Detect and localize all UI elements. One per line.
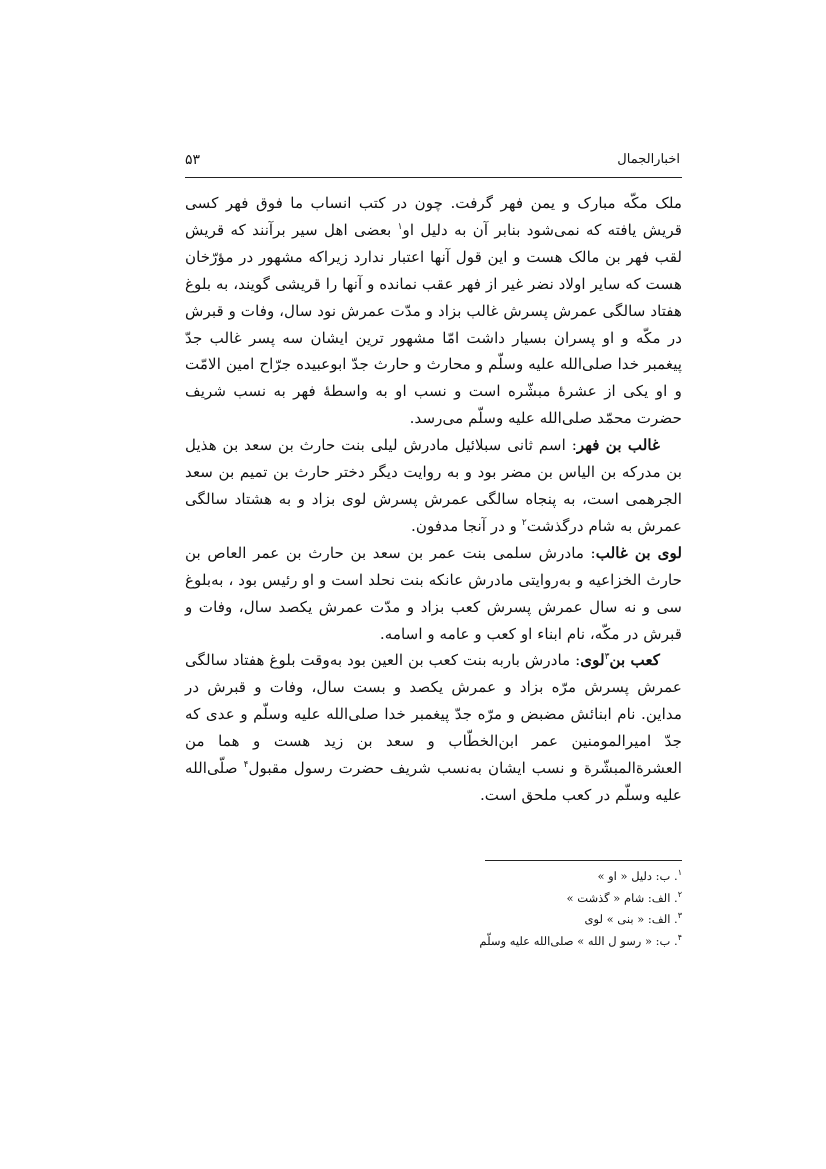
- footnote-1: [400, 866, 682, 888]
- paragraph-3: [185, 540, 682, 648]
- footnote-1-text: . ب: دلیل « او »: [597, 869, 678, 883]
- main-text: [185, 190, 682, 809]
- paragraph-4: [185, 647, 682, 808]
- footnote-ref-1[interactable]: ۱: [397, 221, 403, 232]
- footnotes: [400, 866, 682, 952]
- paragraph-3-heading: لوی بن غالب: [595, 543, 683, 562]
- paragraph-1-text-a: ملک مکّه مبارک و یمن فهر گرفت. چون در کتب انساب ما فوق فهر کسی قریش یافته که نمی‌شود بنابر آن به دلیل او: [185, 194, 682, 239]
- paragraph-4-heading-b: لوی: [580, 651, 605, 670]
- paragraph-2-text-a: : اسم ثانی سبلائیل مادرش لیلی بنت حارث بن سعد بن هذیل بن مدرکه بن الیاس بن مضر بود و به روایت دیگر دختر حارث بن تمیم بن سعد الجرهمی است، به پنجاه سالگی عمرش پسرش لوی بزاد و به هشتاد سالگی عمرش به شام درگذشت: [185, 436, 682, 535]
- paragraph-4-text-a: : مادرش باربه بنت کعب بن العین بود به‌وقت بلوغ هفتاد سالگی عمرش پسرش مرّه بزاد و عمرش یکصد و بست سال، وفات و قبرش در مداین. نام ابنائش مضبض و مرّه جدّ پیغمبر خدا صلی‌الله علیه وسلّم و عدی که جدّ امیرالمومنین عمر ابن‌الخطّاب و سعد بن زید هست و هما من العشرة‌المبشّرة و نسب ایشان به‌نسب شریف حضرت رسول مقبول: [185, 651, 682, 778]
- running-title: اخبارالجمال: [617, 152, 680, 167]
- footnote-ref-4[interactable]: ۴: [243, 759, 249, 770]
- footnote-2-text: . الف: شام « گذشت »: [566, 890, 678, 905]
- paragraph-3-text: : مادرش سلمی بنت عمر بن سعد بن حارث بن عمر العاص بن حارث الخزاعیه و به‌روایتی مادرش عانکه بنت نحلد است و او رئیس بود ، به‌بلوغ سی و نه سال عمرش پسرش کعب بزاد و مدّت عمرش یکصد سال، وفات و قبرش در مکّه، نام ابناء او کعب و عامه و اسامه.: [185, 543, 682, 643]
- footnote-rule: [485, 860, 682, 861]
- footnote-2: [400, 888, 682, 910]
- footnote-3-text: . الف: « بنی » لوی: [584, 912, 678, 926]
- footnote-2-number: ۲: [677, 889, 682, 899]
- paragraph-2-text-b: و در آنجا مدفون.: [411, 516, 522, 535]
- paragraph-1-text-b: بعضی اهل سیر برآنند که قریش لقب فهر بن مالک هست و این قول آنها اعتبار ندارد زیراکه مشهور در مؤرّخان هست که سایر اولاد نضر غیر از فهر عقب نمانده و آنها را قریشی گویند، به بلوغ هفتاد سالگی عمرش پسرش غالب بزاد و مدّت عمرش نود سال، وفات و قبرش در مکّه و او پسران بسیار داشت امّا مشهور ترین ایشان سه پسر غالب جدّ پیغمبر خدا صلی‌الله علیه وسلّم و محارث و حارث جدّ ابوعبیده جرّاح امین الامّت و او یکی از عشرهٔ مبشّره است و نسب او به واسطهٔ فهر به نسب شریف حضرت محمّد صلی‌الله علیه وسلّم می‌رسد.: [185, 220, 682, 428]
- footnote-3: [400, 909, 682, 931]
- footnote-ref-2[interactable]: ۲: [521, 517, 527, 528]
- paragraph-1: [185, 190, 682, 432]
- paragraph-4-text-b: صلّی‌الله علیه وسلّم در کعب ملحق است.: [185, 759, 682, 804]
- paragraph-4-heading-a: کعب بن: [609, 651, 660, 670]
- footnote-4-number: ۴: [677, 932, 682, 942]
- footnote-1-number: ۱: [677, 868, 682, 878]
- footnote-ref-3[interactable]: ۳: [604, 652, 610, 663]
- footnote-4-text: . ب: « رسو ل الله » صلی‌الله علیه وسلّم: [479, 933, 678, 948]
- paragraph-2: [185, 432, 682, 540]
- header-rule: [185, 177, 682, 178]
- running-header: [185, 150, 680, 174]
- page-number: ۵۳: [185, 152, 201, 168]
- footnote-3-number: ۳: [677, 911, 682, 921]
- paragraph-2-heading: غالب بن فهر: [576, 436, 660, 455]
- footnote-4: [400, 931, 682, 953]
